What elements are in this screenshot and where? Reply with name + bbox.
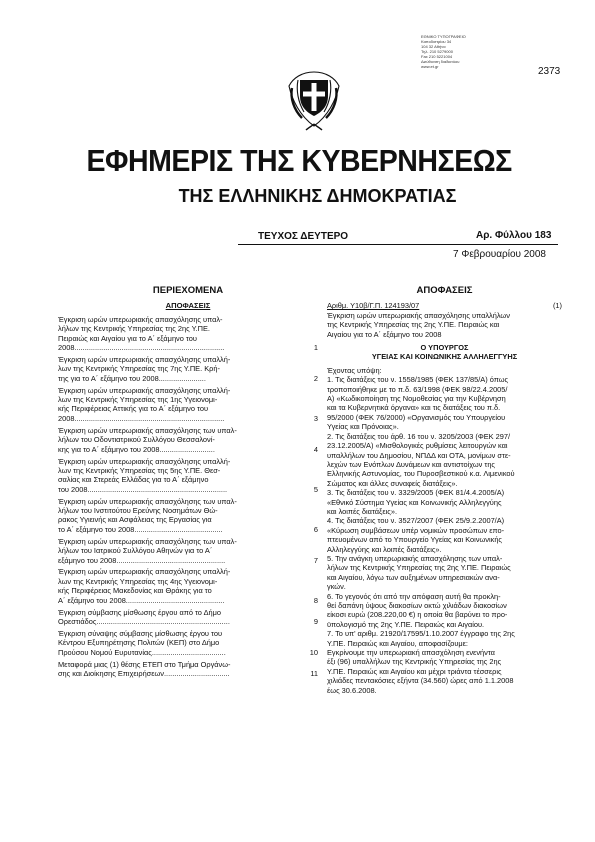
header-rule <box>238 244 558 245</box>
decision-reference <box>327 301 562 310</box>
masthead-title: ΕΦΗΜΕΡΙΣ ΤΗΣ ΚΥΒΕΡΝΗΣΕΩΣ <box>86 143 512 178</box>
page-number: 2373 <box>538 66 561 77</box>
greek-emblem-icon <box>284 50 344 132</box>
decision-paragraph: 2. Τις διατάξεις του άρθ. 16 του ν. 3205/2003 (ΦΕΚ 297/ 23.12.2005/Α) «Μισθολογικές ρυθμίσεις λειτουργών και υπαλλήλων του Δημοσίου, ΝΠΔΔ και ΟΤΑ, μονίμων στε- λεχών των Ενόπλων Δυνάμεων και αντιστοίχων της Ελληνικής Αστυνομίας, του Πυροσβεστικού κ.α. Λιμενικού Σώματος και άλλες συναφείς διατάξεις». <box>327 431 515 488</box>
decision-reference-number: (1) <box>552 301 562 311</box>
contents-title: ΠΕΡΙΕΧΟΜΕΝΑ <box>152 285 224 296</box>
imprint-line: Καποδιστρίου 34 <box>421 39 452 44</box>
toc-entry-text: Έγκριση ωρών υπερωριακής απασχόλησης των υπαλ- λήλων του Ιατρικού Συλλόγου Αθηνών για το Α΄ εξάμηνο του 2008..................................................... <box>58 536 237 565</box>
toc-entry[interactable] <box>58 537 318 565</box>
toc-entry[interactable] <box>58 497 318 535</box>
issue-type: ΤΕΥΧΟΣ ΔΕΥΤΕΡΟ <box>258 231 349 242</box>
toc-entry-text: Έγκριση σύναψης σύμβασης μίσθωσης έργου του Κέντρου Εξυπηρέτησης Πολιτών (ΚΕΠ) στο Δήμο Προύσου Νομού Ευρυτανίας.................................... <box>58 628 226 657</box>
toc-entry-page: 10 <box>309 647 318 657</box>
decision-paragraph: 7. Το υπ' αριθμ. 21920/17595/1.10.2007 έγγραφο της 2ης Υ.ΠΕ. Πειραιώς και Αιγαίου, αποφασίζουμε: <box>327 629 515 648</box>
decision-paragraph: Εγκρίνουμε την υπερωριακή απασχόληση ενενήντα έξι (96) υπαλλήλων της Κεντρικής Υπηρεσίας της 2ης Υ.ΠΕ. Πειραιώς και Αιγαίου και μέχρι τριάντα τέσσερις χιλιάδες πεντακόσιες εξήντα (34.560) ώρες από 1.1.2008 έως 30.6.2008. <box>327 648 514 695</box>
decision-paragraph: 4. Τις διατάξεις του ν. 3527/2007 (ΦΕΚ 25/9.2.2007/Α) «Κύρωση συμβάσεων υπέρ νομικών προσώπων επο- πτευομένων από το Υπουργείο Υγείας και Κοινωνικής Αλληλεγγύης και λοιπές διατάξεις». <box>327 516 505 554</box>
decision-intro: Έχοντας υπόψη: <box>327 365 382 375</box>
toc-entry-page: 1 <box>313 343 318 353</box>
decision-paragraph: 5. Την ανάγκη υπερωριακής απασχόλησης των υπαλ- λήλων της Κεντρικής Υπηρεσίας της 2ης Υ.ΠΕ. Πειραιώς και Αιγαίου, λόγω των αυξημένων υπηρεσιακών ανα- γκών. <box>327 553 511 592</box>
issuing-minister: Ο ΥΠΟΥΡΓΟΣ ΥΓΕΙΑΣ ΚΑΙ ΚΟΙΝΩΝΙΚΗΣ ΑΛΛΗΛΕΓΓΥΗΣ <box>371 343 518 362</box>
toc-entry-page: 7 <box>313 555 318 565</box>
toc-entry-page: 11 <box>310 669 318 679</box>
toc-entry-text: Έγκριση ωρών υπερωριακής απασχόλησης των υπαλ- λήλων του Οδοντιατρικού Συλλόγου Θεσσαλονί- κης για το Α΄ εξάμηνο του 2008........................... <box>58 425 237 454</box>
toc-entry-text: Μεταφορά μιας (1) θέσης ΕΤΕΠ στο Τμήμα Οργάνω- σης και Διοίκησης Επιχειρήσεων................................ <box>58 659 231 679</box>
toc-entry-page: 4 <box>313 444 318 454</box>
masthead-subtitle: ΤΗΣ ΕΛΛΗΝΙΚΗΣ ΔΗΜΟΚΡΑΤΙΑΣ <box>178 186 457 206</box>
toc-entry[interactable] <box>58 426 318 454</box>
toc-entry-page: 9 <box>313 617 318 626</box>
toc-entry-text: Έγκριση ωρών υπερωριακής απασχόλησης υπαλλή- λων της Κεντρικής Υπηρεσίας της 7ης Υ.ΠΕ. Κρή- της για το Α΄ εξάμηνο του 2008....................... <box>58 354 231 383</box>
toc-entry-page: 8 <box>313 595 318 605</box>
toc-entry[interactable] <box>58 629 318 657</box>
imprint-line: Διεύθυνση διαδικτύου <box>421 59 460 64</box>
imprint-line: Τηλ. 210 5279000 <box>421 49 453 54</box>
decision-reference-text: Αριθμ. Υ10β/Γ.Π. 124193/07 <box>327 301 420 311</box>
toc-entry[interactable] <box>58 386 318 424</box>
toc-entry-text: Έγκριση ωρών υπερωριακής απασχόλησης υπαλ- λήλων της Κεντρικής Υπηρεσίας της 2ης Υ.ΠΕ. Πειραιώς και Αιγαίου για το Α΄ εξάμηνο του 2008......................................................................... <box>58 314 225 353</box>
toc-entry-page: 6 <box>313 524 318 534</box>
toc-entry-page: 5 <box>313 484 318 494</box>
toc-entry[interactable] <box>58 660 318 679</box>
imprint-line: Fax 210 5221004 <box>421 54 453 59</box>
toc-entry-text: Έγκριση ωρών υπερωριακής απασχόλησης υπαλλή- λων της Κεντρικής Υπηρεσίας της 5ης Υ.ΠΕ. Θεσ- σαλίας και Στερεάς Ελλάδας για το Α΄ εξάμηνο του 2008.................................................................... <box>58 456 231 494</box>
toc-entry[interactable] <box>58 567 318 605</box>
toc-entry-text: Έγκριση ωρών υπερωριακής απασχόλησης των υπαλ- λήλων του Ινστιτούτου Ερεύνης Νοσημάτων Θώ- ρακος Υγιεινής και Ασφάλειας της Εργασίας για το Α΄ εξάμηνο του 2008........................................... <box>58 496 237 534</box>
imprint-block <box>421 34 493 69</box>
contents-section-label: ΑΠΟΦΑΣΕΙΣ <box>165 301 211 311</box>
imprint-line: ΕΘΝΙΚΟ ΤΥΠΟΓΡΑΦΕΙΟ <box>421 34 466 39</box>
decision-paragraph: 1. Τις διατάξεις του ν. 1558/1985 (ΦΕΚ 137/85/Α) όπως τροποποιήθηκε με το π.δ. 63/1998 (ΦΕΚ 98/22.4.2005/ Α) «Κωδικοποίηση της Νομοθεσίας για την Κυβέρνηση και τα Κυβερνητικά όργανα» και τις διατάξεις του π.δ. 95/2000 (ΦΕΚ 76/2000) «Οργανισμός του Υπουργείου Υγείας και Πρόνοιας». <box>327 375 509 432</box>
toc-entry[interactable] <box>58 608 318 627</box>
toc-entry-text: Έγκριση σύμβασης μίσθωσης έργου από το Δήμο Ορεστιάδος................................................................. <box>58 607 230 626</box>
toc-entry-page: 3 <box>313 413 318 423</box>
issue-date: 7 Φεβρουαρίου 2008 <box>453 249 546 260</box>
decision-title: Έγκριση ωρών υπερωριακής απασχόλησης υπαλλήλων της Κεντρικής Υπηρεσίας της 2ης Υ.ΠΕ. Πειραιώς και Αιγαίου για το Α΄ εξάμηνο του 2008 <box>327 310 510 339</box>
toc-entry-page: 2 <box>313 373 318 383</box>
toc-entry-text: Έγκριση ωρών υπερωριακής απασχόλησης υπαλλή- λων της Κεντρικής Υπηρεσίας της 1ης Υγειονομι- κής Περιφέρειας Αττικής για το Α΄ εξάμηνο του 2008......................................................................... <box>58 385 231 423</box>
toc-entry-text: Έγκριση ωρών υπερωριακής απασχόλησης υπαλλή- λων της Κεντρικής Υπηρεσίας της 4ης Υγειονομι- κής Περιφέρειας Μακεδονίας και Θράκης για το Α΄ εξάμηνο του 2008................................................ <box>58 567 231 605</box>
toc-entry[interactable] <box>58 315 318 353</box>
decisions-title: ΑΠΟΦΑΣΕΙΣ <box>416 285 473 296</box>
contents-column <box>58 286 318 681</box>
sheet-number: Αρ. Φύλλου 183 <box>476 230 552 241</box>
decision-paragraph: 3. Τις διατάξεις του ν. 3329/2005 (ΦΕΚ 81/4.4.2005/Α) «Εθνικό Σύστημα Υγείας και Κοινωνικής Αλληλεγγύης και λοιπές διατάξεις». <box>327 488 505 516</box>
imprint-line: www.et.gr <box>421 64 439 69</box>
decisions-column <box>327 286 562 695</box>
toc-entry[interactable] <box>58 355 318 383</box>
toc-entry[interactable] <box>58 457 318 495</box>
imprint-line: 104 32 Αθήνα <box>421 44 446 49</box>
decision-paragraph: 6. Το γεγονός ότι από την απόφαση αυτή θα προκλη- θεί δαπάνη ύψους διακοσίων οκτώ χιλιάδων διακοσίων είκοσι ευρώ (208.220,00 €) η οποία θα βαρύνει το προ- ϋπολογισμό της 2ης Υ.ΠΕ. Πειραιώς και Αιγαίου. <box>327 591 508 629</box>
